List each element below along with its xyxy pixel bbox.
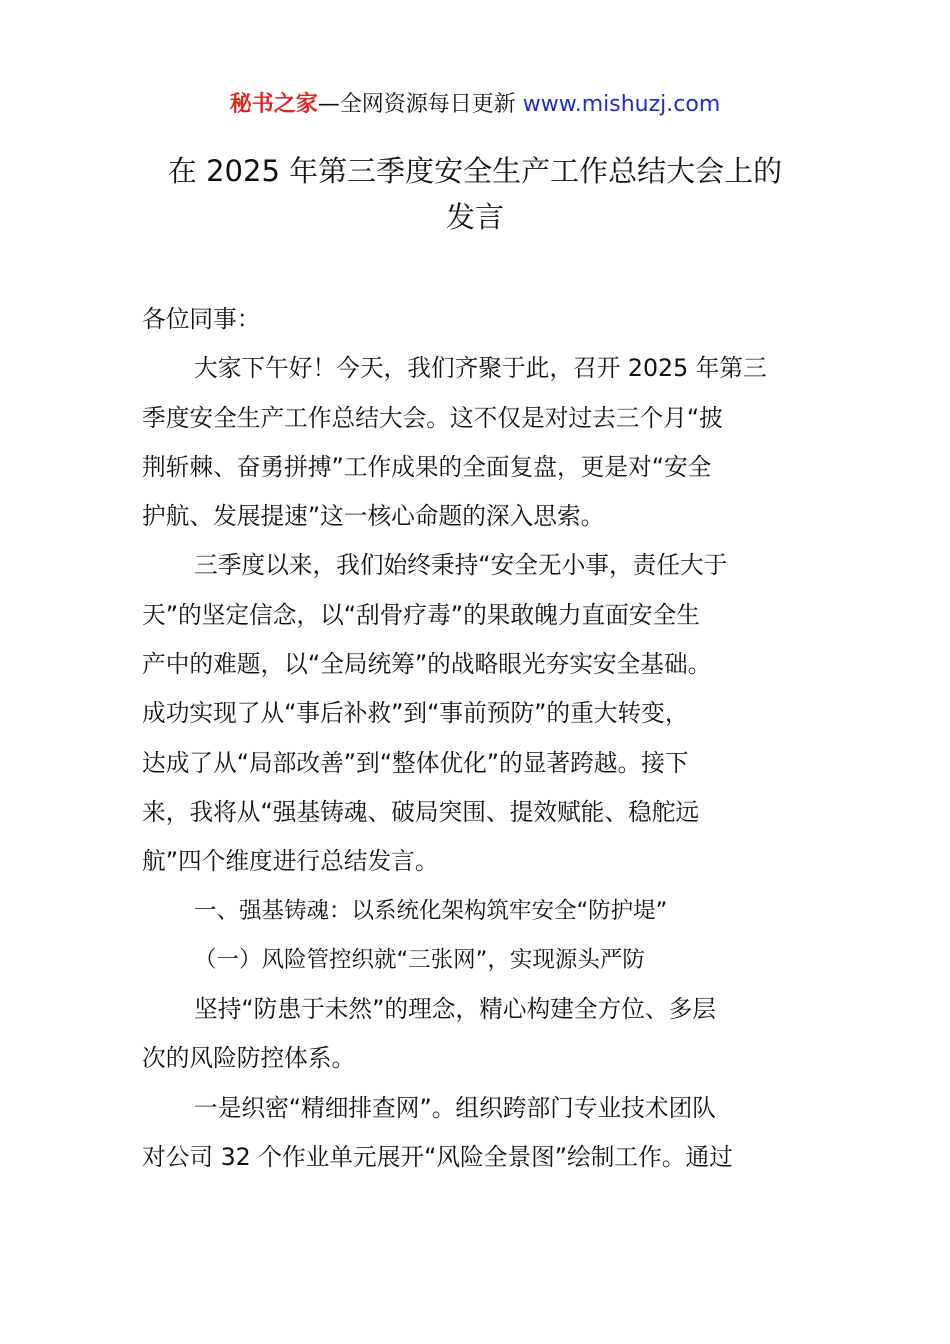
paragraph-line: 荆斩棘、奋勇拼搏”工作成果的全面复盘，更是对“安全 [142,452,712,481]
title-line-2: 发言 [445,200,504,234]
site-header [0,88,950,122]
header-separator: — [317,92,340,117]
site-url-link[interactable]: www.mishuzj.com [522,92,721,117]
paragraph-line: 航”四个维度进行总结发言。 [142,847,439,876]
paragraph-line: 季度安全生产工作总结大会。这不仅是对过去三个月“披 [142,403,723,432]
section-heading: 一、强基铸魂：以系统化架构筑牢安全“防护堤” [194,897,668,924]
paragraph-line: 成功实现了从“事后补救”到“事前预防”的重大转变， [142,699,689,728]
document-title [100,148,850,240]
paragraph-line: 产中的难题，以“全局统筹”的战略眼光夯实安全基础。 [142,650,712,679]
salutation: 各位同事： [142,305,261,333]
paragraph-line: 一是织密“精细排查网”。组织跨部门专业技术团队 [194,1093,716,1122]
paragraph-line: 达成了从“局部改善”到“整体优化”的显著跨越。接下 [142,748,689,777]
paragraph-line: 来，我将从“强基铸魂、破局突围、提效赋能、稳舵远 [142,797,700,826]
title-line-1: 在 2025 年第三季度安全生产工作总结大会上的 [167,154,783,188]
document-body [142,295,808,1182]
header-slogan: 全网资源每日更新 [339,92,516,117]
paragraph-line: 三季度以来，我们始终秉持“安全无小事，责任大于 [194,551,728,580]
paragraph-line: 大家下午好！今天，我们齐聚于此，召开 2025 年第三 [194,354,767,383]
paragraph-line: 坚持“防患于未然”的理念，精心构建全方位、多层 [194,995,716,1024]
paragraph-line: 次的风险防控体系。 [142,1044,356,1073]
brand-name: 秘书之家 [229,92,318,117]
subsection-heading: （一）风险管控织就“三张网”，实现源头严防 [194,946,645,973]
paragraph-line: 天”的坚定信念，以“刮骨疗毒”的果敢魄力直面安全生 [142,600,700,629]
paragraph-line: 对公司 32 个作业单元展开“风险全景图”绘制工作。通过 [142,1143,733,1172]
paragraph-line: 护航、发展提速”这一核心命题的深入思索。 [142,502,605,531]
